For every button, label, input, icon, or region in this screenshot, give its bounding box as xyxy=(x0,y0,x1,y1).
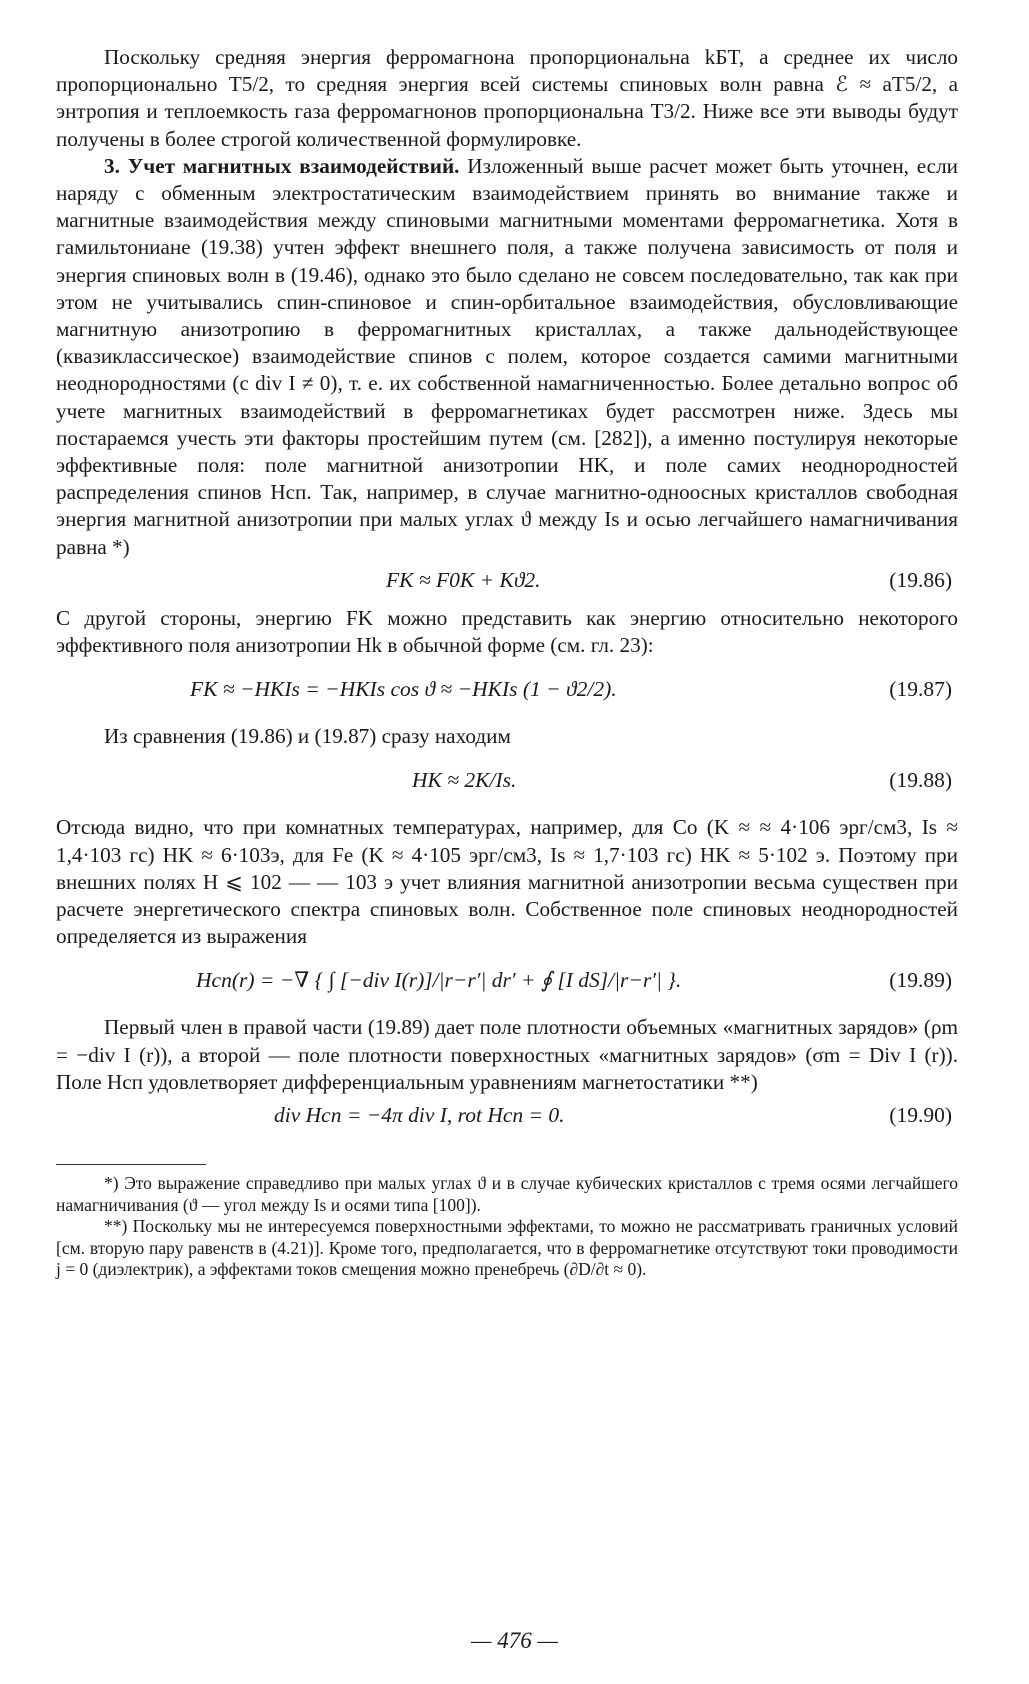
paragraph-anisotropy-field: С другой стороны, энергию FK можно представить как энергию относительно некоторого эффективного поля анизотропии Hk в обычной форме (см. гл. 23): xyxy=(56,605,958,658)
equation-19-88 xyxy=(56,750,958,814)
equation-body: HK ≈ 2K/Is. xyxy=(412,768,517,793)
equation-number: (19.90) xyxy=(889,1103,952,1128)
equation-number: (19.89) xyxy=(889,968,952,993)
paragraph-comparison: Из сравнения (19.86) и (19.87) сразу находим xyxy=(104,724,511,749)
equation-body: FK ≈ F0K + Kϑ2. xyxy=(386,567,541,592)
equation-19-86 xyxy=(56,561,958,605)
equation-19-89 xyxy=(56,950,958,1014)
section-heading: 3. Учет магнитных взаимодействий. xyxy=(104,153,460,178)
section-body: Изложенный выше расчет может быть уточнен, если наряду с обменным электростатическим взаимодействием принять во внимание также и магнитные взаимодействия между спиновыми магнитными моментами ферромагнетика. Хотя в гамильтониане (19.38) учтен эффект внешнего поля, а также получена зависимость от поля и энергия спиновых волн в (19.46), однако это было сделано не совсем последовательно, так как при этом не учитывались спин-спиновое и спин-орбитальное взаимодействия, обусловливающие магнитную анизотропию в ферромагнитных кристаллах, а также дальнодействующее (квазиклассическое) взаимодействие спинов с полем, которое создается самими магнитными неоднородностями (с div I ≠ 0), т. е. их собственной намагниченностью. Более детально вопрос об учете магнитных взаимодействий в ферромагнетиках будет рассмотрен ниже. Здесь мы постараемся учесть эти факторы простейшим путем (см. [282]), а именно постулируя некоторые эффективные поля: поле магнитной анизотропии HK, и поле самих неоднородностей распределения спинов Hсп. Так, например, в случае магнитно-одноосных кристаллов свободная энергия магнитной анизотропии при малых углах ϑ между Is и осью легчайшего намагничивания равна *) xyxy=(56,153,959,559)
equation-19-90 xyxy=(56,1096,958,1140)
page-body xyxy=(56,44,958,1281)
equation-number: (19.88) xyxy=(889,768,952,793)
paragraph-room-temperature: Отсюда видно, что при комнатных температурах, например, для Co (K ≈ ≈ 4·106 эрг/см3, Is ≈ 1,4·103 гс) HK ≈ 6·103э, для Fe (K ≈ 4·105 эрг/см3, Is ≈ 1,7·103 гс) HK ≈ 5·102 э. Поэтому при внешних полях H ⩽ 102 — — 103 э учет влияния магнитной анизотропии весьма существен при расчете энергетического спектра спиновых волн. Собственное поле спиновых неоднородностей определяется из выражения xyxy=(56,815,958,949)
footnote-2: **) Поскольку мы не интересуемся поверхностными эффектами, то можно не рассматривать граничных условий [см. вторую пару равенств в (4.21)]. Кроме того, предполагается, что в ферромагнетике отсутствуют токи проводимости j = 0 (диэлектрик), а эффектами токов смещения можно пренебречь (∂D/∂t ≈ 0). xyxy=(56,1216,958,1280)
footnote-1: *) Это выражение справедливо при малых углах ϑ и в случае кубических кристаллов с тремя осями легчайшего намагничивания (ϑ — угол между Is и осями типа [100]). xyxy=(56,1173,958,1215)
paragraph-magnetic-interactions xyxy=(56,153,958,561)
equation-body: div Hсп = −4π div I, rot Hсп = 0. xyxy=(274,1103,565,1128)
equation-19-87 xyxy=(56,659,958,723)
paragraph-magnetic-charges: Первый член в правой части (19.89) дает поле плотности объемных «магнитных зарядов» (ρm = −div I (r)), а второй — поле плотности поверхностных «магнитных зарядов» (σm = Div I (r)). Поле Hсп удовлетворяет дифференциальным уравнениям магнетостатики **) xyxy=(56,1015,958,1094)
equation-number: (19.86) xyxy=(889,567,952,592)
equation-body: Hсп(r) = −∇ { ∫ [−div I(r)]/|r−r′| dr′ + ∮ [I dS]/|r−r′| }. xyxy=(196,968,682,993)
equation-number: (19.87) xyxy=(889,677,952,702)
page-number: — 476 — xyxy=(471,1628,558,1653)
footnote-rule xyxy=(56,1164,206,1165)
equation-body: FK ≈ −HKIs = −HKIs cos ϑ ≈ −HKIs (1 − ϑ2/2). xyxy=(190,677,617,702)
paragraph-magnon-energy: Поскольку средняя энергия ферромагнона пропорциональна kБT, а среднее их число пропорционально T5/2, то средняя энергия всей системы спиновых волн равна ℰ ≈ aT5/2, а энтропия и теплоемкость газа ферромагнонов пропорциональна T3/2. Ниже все эти выводы будут получены в более строгой количественной формулировке. xyxy=(56,45,958,151)
